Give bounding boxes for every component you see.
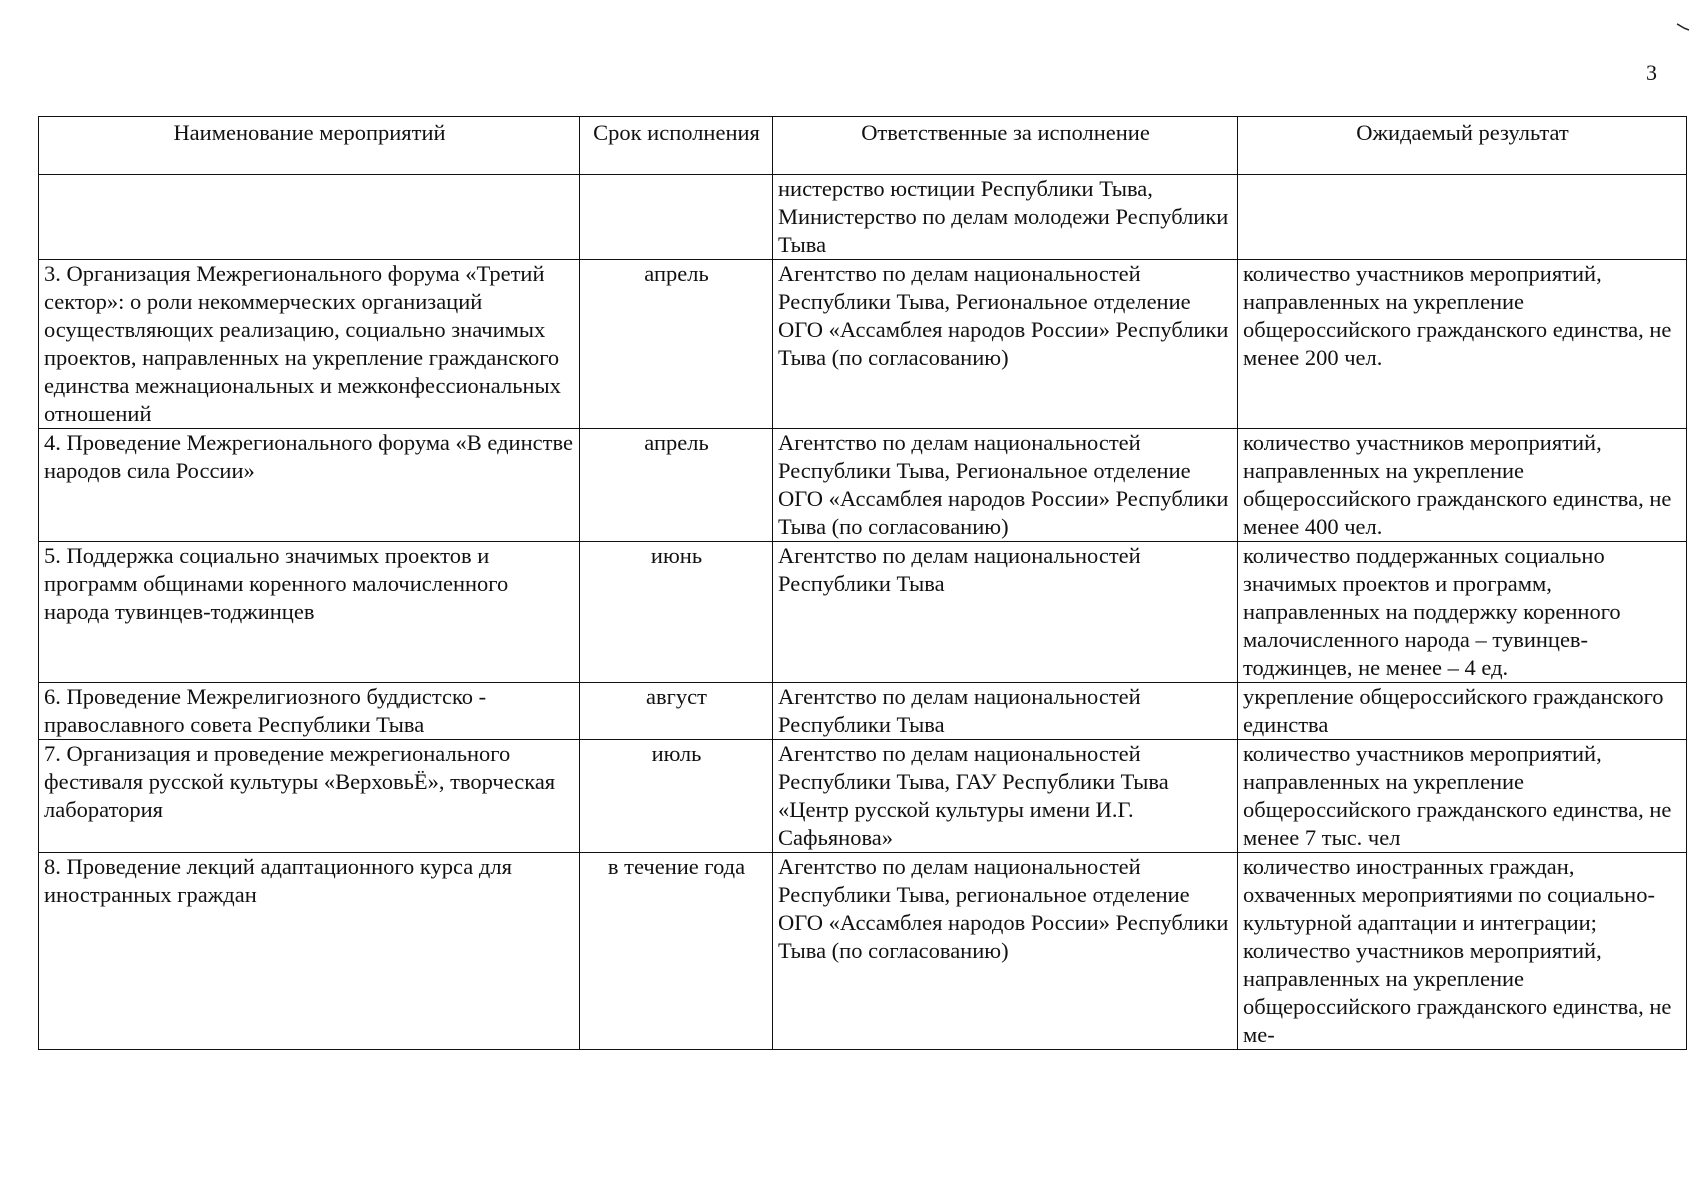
table-row	[39, 853, 1687, 1050]
table-row	[39, 429, 1687, 542]
cell-term: июнь	[580, 542, 773, 683]
cell-event: 5. Поддержка социально значимых проектов и программ общинами коренного малочисленного народа тувинцев-тоджинцев	[39, 542, 580, 683]
cell-term	[580, 175, 773, 260]
cell-event: 7. Организация и проведение межрегионального фестиваля русской культуры «ВерховьЁ», творческая лаборатория	[39, 740, 580, 853]
table-row	[39, 740, 1687, 853]
header-term: Срок исполнения	[580, 117, 773, 175]
table-header-row	[39, 117, 1687, 175]
table-row	[39, 683, 1687, 740]
table-row	[39, 542, 1687, 683]
cell-responsible: Агентство по делам национальностей Республики Тыва	[773, 542, 1238, 683]
cell-result: количество участников мероприятий, направленных на укрепление общероссийского гражданского единства, не менее 400 чел.	[1238, 429, 1687, 542]
cell-result: количество участников мероприятий, направленных на укрепление общероссийского гражданского единства, не менее 200 чел.	[1238, 260, 1687, 429]
cell-responsible: Агентство по делам национальностей Республики Тыва, Региональное отделение ОГО «Ассамблея народов России» Республики Тыва (по согласованию)	[773, 429, 1238, 542]
cell-responsible: Агентство по делам национальностей Республики Тыва, региональное отделение ОГО «Ассамблея народов России» Республики Тыва (по согласованию)	[773, 853, 1238, 1050]
header-expected-result: Ожидаемый результат	[1238, 117, 1687, 175]
page-number: 3	[1646, 60, 1657, 85]
cell-event: 6. Проведение Межрелигиозного буддистско - православного совета Республики Тыва	[39, 683, 580, 740]
cell-term: в течение года	[580, 853, 773, 1050]
table-row	[39, 175, 1687, 260]
cell-result: количество поддержанных социально значимых проектов и программ, направленных на поддержку коренного малочисленного народа – тувинцев-тоджинцев, не менее – 4 ед.	[1238, 542, 1687, 683]
cell-result: количество участников мероприятий, направленных на укрепление общероссийского гражданского единства, не менее 7 тыс. чел	[1238, 740, 1687, 853]
cell-term: август	[580, 683, 773, 740]
cell-term: апрель	[580, 260, 773, 429]
cell-term: июль	[580, 740, 773, 853]
cell-event: 8. Проведение лекций адаптационного курса для иностранных граждан	[39, 853, 580, 1050]
cell-result	[1238, 175, 1687, 260]
header-responsible: Ответственные за исполнение	[773, 117, 1238, 175]
cell-result: укрепление общероссийского гражданского единства	[1238, 683, 1687, 740]
cell-responsible: Агентство по делам национальностей Республики Тыва, Региональное отделение ОГО «Ассамблея народов России» Республики Тыва (по согласованию)	[773, 260, 1238, 429]
cell-term: апрель	[580, 429, 773, 542]
cell-event	[39, 175, 580, 260]
header-event-name: Наименование мероприятий	[39, 117, 580, 175]
cell-responsible: Агентство по делам национальностей Республики Тыва, ГАУ Республики Тыва «Центр русской культуры имени И.Г. Сафьянова»	[773, 740, 1238, 853]
corner-scan-mark	[1676, 22, 1690, 32]
table-row	[39, 260, 1687, 429]
cell-event: 4. Проведение Межрегионального форума «В единстве народов сила России»	[39, 429, 580, 542]
cell-responsible: нистерство юстиции Республики Тыва, Министерство по делам молодежи Республики Тыва	[773, 175, 1238, 260]
events-plan-table	[38, 116, 1687, 1050]
cell-result: количество иностранных граждан, охваченных мероприятиями по социально-культурной адаптации и интеграции; количество участников мероприятий, направленных на укрепление общероссийского гражданского единства, не ме-	[1238, 853, 1687, 1050]
cell-event: 3. Организация Межрегионального форума «Третий сектор»: о роли некоммерческих организаций осуществляющих реализацию, социально значимых проектов, направленных на укрепление гражданского единства межнациональных и межконфессиональных отношений	[39, 260, 580, 429]
cell-responsible: Агентство по делам национальностей Республики Тыва	[773, 683, 1238, 740]
